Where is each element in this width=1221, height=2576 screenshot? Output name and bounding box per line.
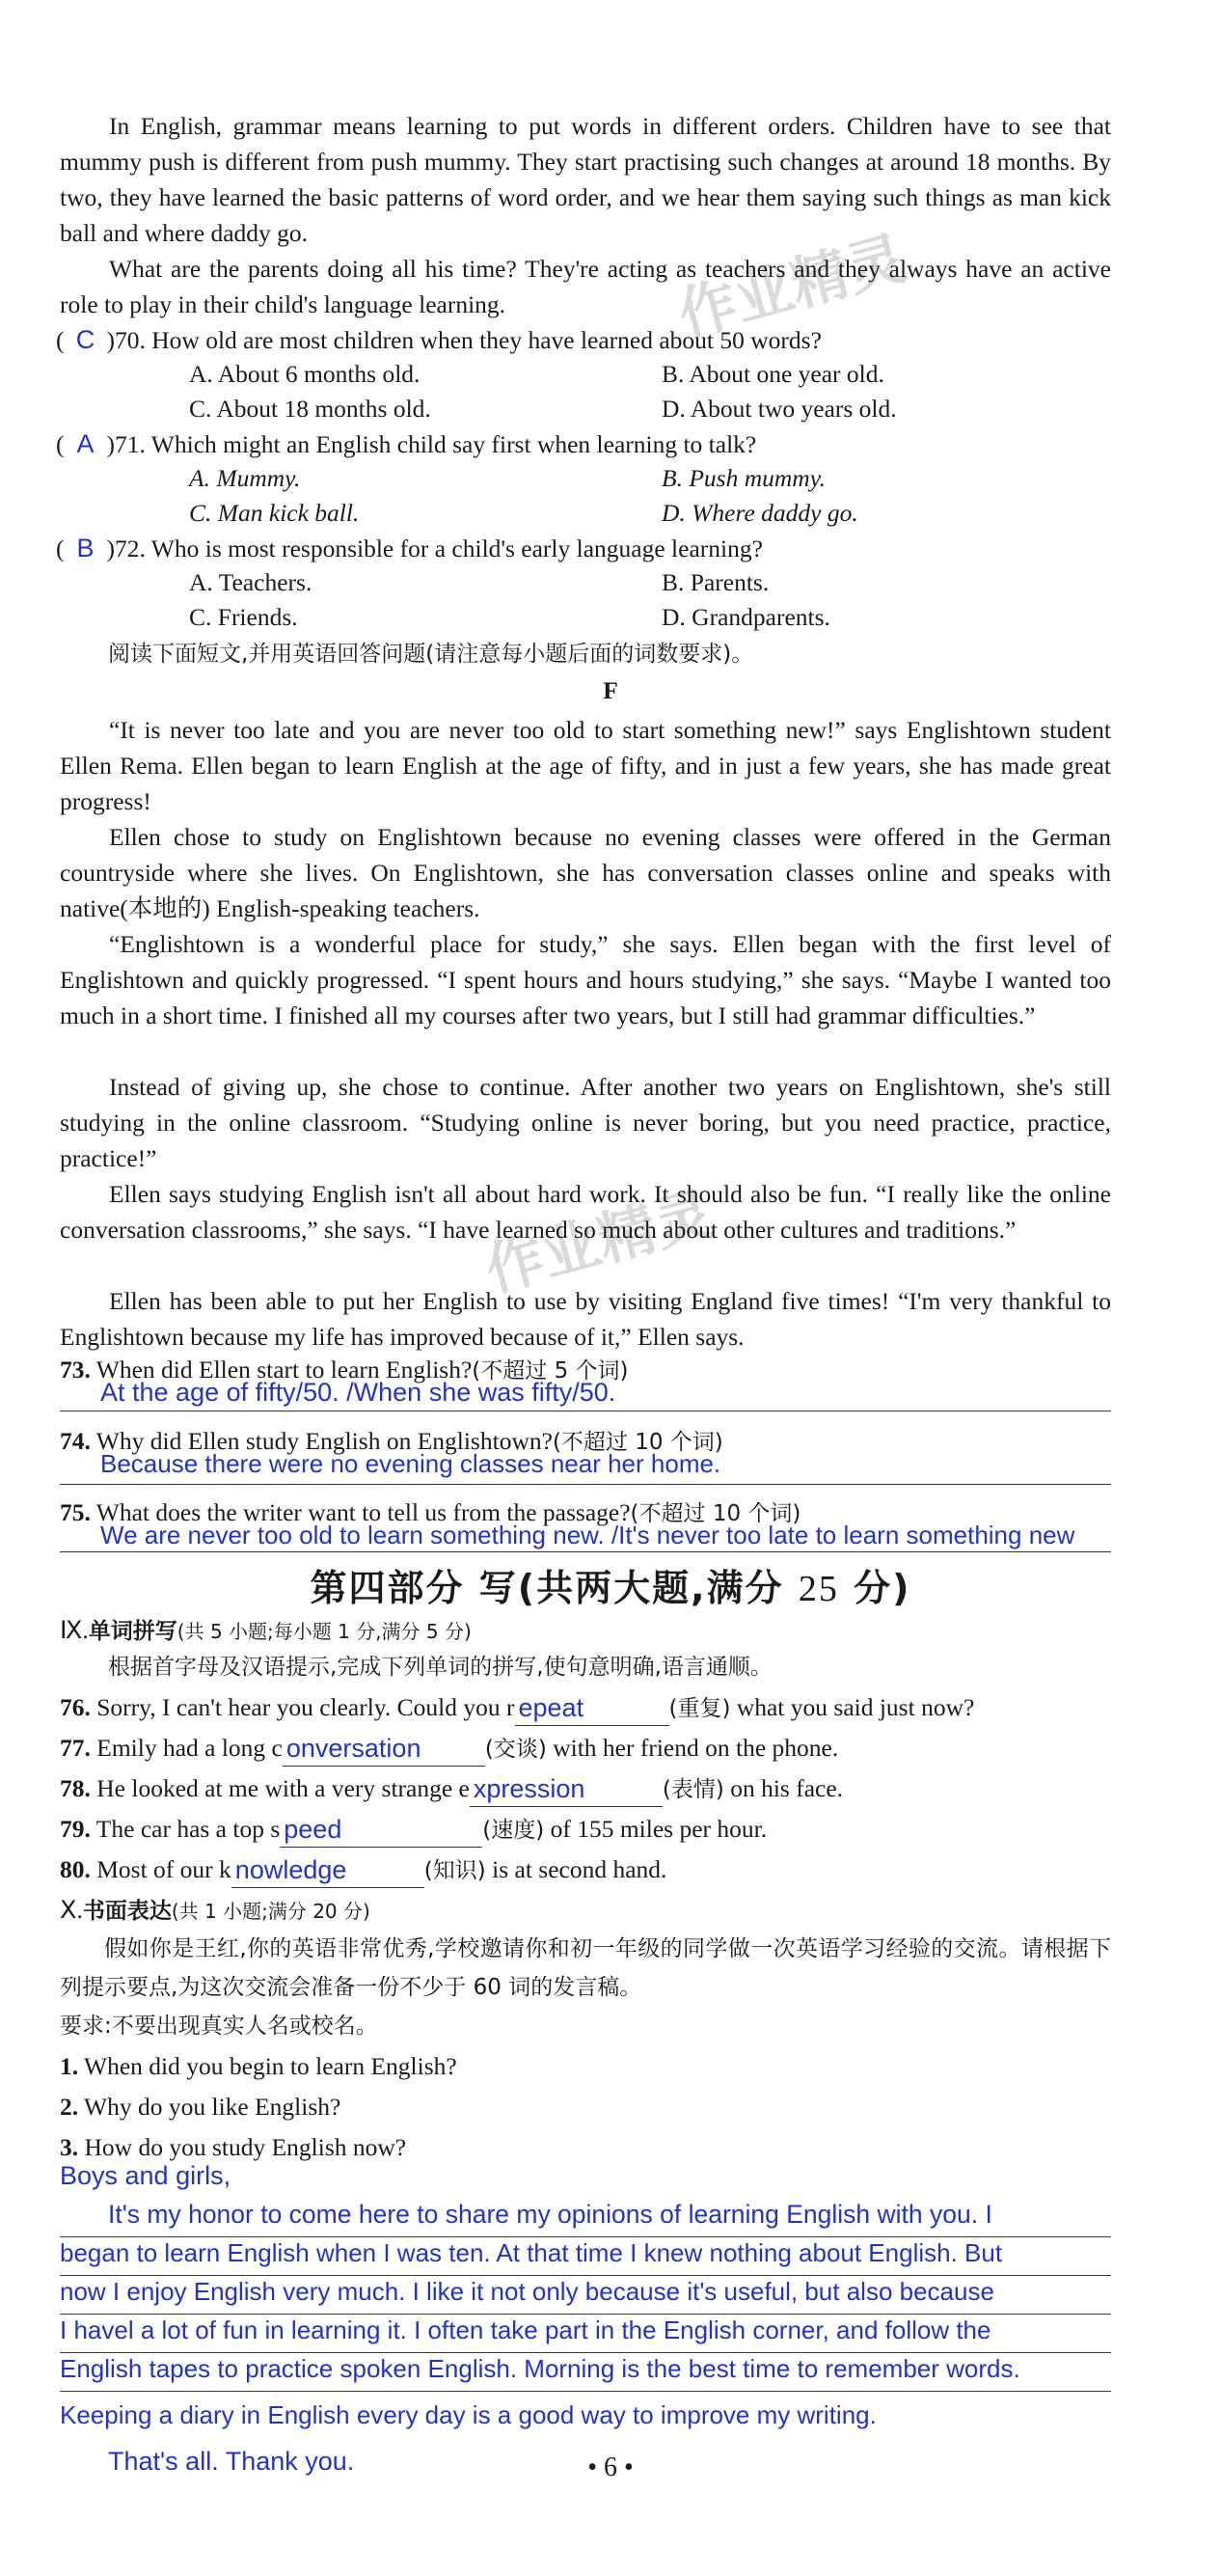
question-72: ( B )72. Who is most responsible for a child's early language learning? bbox=[56, 531, 763, 566]
essay-rule-4 bbox=[60, 2352, 1111, 2353]
essay-rule-2 bbox=[60, 2275, 1111, 2276]
item-text-after: is at second hand. bbox=[492, 1855, 667, 1883]
word-limit: (不超过 5 个词) bbox=[472, 1358, 629, 1384]
writing-point-1 bbox=[60, 2049, 457, 2084]
item-number: 80. bbox=[60, 1855, 91, 1883]
item-text-after: of 155 miles per hour. bbox=[550, 1815, 768, 1843]
option-71-d: D. Where daddy go. bbox=[662, 499, 858, 527]
part-four-title bbox=[0, 1558, 1221, 1611]
section-f-heading: F bbox=[603, 676, 618, 704]
essay-closing: That's all. Thank you. bbox=[108, 2447, 355, 2476]
passage-e-paragraph-2: What are the parents doing all his time? They're acting as teachers and they always have an active role to play in their child's language learning. bbox=[60, 255, 1111, 318]
passage-f-paragraph-1: “It is never too late and you are never too old to start something new!” says Englishtown student Ellen Rema. Ellen began to learn English at the age of fifty, and in just a few years, she has made great progress! bbox=[60, 716, 1111, 815]
option-70-d: D. About two years old. bbox=[662, 395, 897, 423]
spelling-item-78 bbox=[60, 1771, 843, 1807]
part-four-title-text: 第四部分 写(共两大题,满分 bbox=[310, 1567, 784, 1609]
essay-line-2: began to learn English when I was ten. At that time I knew nothing about English. But bbox=[60, 2238, 1003, 2267]
question-number: )72. bbox=[106, 534, 146, 562]
spelling-answer-78: xpression bbox=[473, 1774, 585, 1803]
essay-line-4: I havel a lot of fun in learning it. I often take part in the English corner, and follow the bbox=[60, 2316, 991, 2344]
item-hint: (重复) bbox=[668, 1696, 731, 1721]
word-limit: (不超过 10 个词) bbox=[630, 1501, 801, 1526]
section-title: 单词拼写 bbox=[88, 1619, 177, 1644]
point-text: When did you begin to learn English? bbox=[84, 2052, 457, 2080]
question-text: Which might an English child say first when learning to talk? bbox=[150, 430, 757, 458]
essay-rule-5 bbox=[60, 2391, 1111, 2392]
section-ix-heading bbox=[60, 1613, 472, 1649]
answer-line-74 bbox=[60, 1484, 1111, 1485]
spelling-item-77 bbox=[60, 1731, 838, 1767]
watermark-top: 作业精灵 bbox=[671, 224, 913, 350]
item-hint: (知识) bbox=[423, 1858, 486, 1883]
item-text-before: He looked at me with a very strange e bbox=[96, 1774, 470, 1802]
item-hint: (表情) bbox=[662, 1777, 724, 1802]
option-72-b: B. Parents. bbox=[662, 568, 770, 596]
section-note: (共 5 小题;每小题 1 分,满分 5 分) bbox=[176, 1620, 472, 1643]
question-number: )70. bbox=[106, 326, 146, 354]
point-number: 3. bbox=[60, 2133, 79, 2161]
question-number: 74. bbox=[60, 1427, 91, 1455]
page-number: • 6 • bbox=[587, 2453, 634, 2482]
passage-f-paragraph-6: Ellen has been able to put her English to use by visiting England five times! “I'm very thankful to Englishtown because my life has improved because of it,” Ellen says. bbox=[60, 1287, 1111, 1351]
passage-f-paragraph-4: Instead of giving up, she chose to continue. After another two years on Englishtown, she's still studying in the online classroom. “Studying online is never boring, but you need practice, practice, practice!” bbox=[60, 1073, 1111, 1172]
part-four-title-suffix: 分) bbox=[854, 1567, 911, 1609]
item-number: 78. bbox=[60, 1774, 91, 1802]
item-number: 76. bbox=[60, 1693, 91, 1721]
item-text-after: what you said just now? bbox=[736, 1693, 975, 1721]
item-hint: (交谈) bbox=[484, 1737, 547, 1762]
question-text: How old are most children when they have learned about 50 words? bbox=[151, 326, 822, 354]
section-number: Ⅸ. bbox=[60, 1616, 89, 1644]
option-72-a: A. Teachers. bbox=[189, 568, 312, 596]
question-number: 75. bbox=[60, 1498, 91, 1526]
writing-point-3 bbox=[60, 2130, 406, 2165]
option-72-d: D. Grandparents. bbox=[662, 603, 830, 631]
option-71-a: A. Mummy. bbox=[189, 464, 301, 492]
section-note: (共 1 小题;满分 20 分) bbox=[171, 1900, 370, 1923]
point-text: Why do you like English? bbox=[84, 2093, 341, 2121]
item-text-after: on his face. bbox=[730, 1774, 844, 1802]
section-x-heading bbox=[60, 1893, 370, 1929]
question-text: When did Ellen start to learn English? bbox=[95, 1356, 473, 1384]
item-number: 77. bbox=[60, 1734, 91, 1762]
essay-line-5: English tapes to practice spoken English. Morning is the best time to remember words. bbox=[60, 2354, 1020, 2383]
part-four-score: 25 bbox=[798, 1569, 839, 1609]
item-text-before: Most of our k bbox=[96, 1855, 231, 1883]
spelling-item-76 bbox=[60, 1690, 974, 1726]
section-ix-instruction: 根据首字母及汉语提示,完成下列单词的拼写,使句意明确,语言通顺。 bbox=[108, 1655, 773, 1680]
point-number: 1. bbox=[60, 2052, 79, 2080]
writing-requirement: 要求:不要出现真实人名或校名。 bbox=[60, 2014, 378, 2039]
item-hint: (速度) bbox=[482, 1818, 545, 1843]
question-70: ( C )70. How old are most children when they have learned about 50 words? bbox=[56, 322, 822, 358]
section-title: 书面表达 bbox=[82, 1899, 172, 1924]
essay-line-1: It's my honor to come here to share my opinions of learning English with you. I bbox=[108, 2200, 992, 2229]
word-limit: (不超过 10 个词) bbox=[552, 1430, 723, 1455]
watermark-middle: 作业精灵 bbox=[478, 1179, 720, 1305]
spelling-answer-77: onversation bbox=[285, 1734, 421, 1763]
essay-greeting: Boys and girls, bbox=[60, 2161, 231, 2190]
spelling-item-79 bbox=[60, 1812, 767, 1848]
passage-f-paragraph-2: Ellen chose to study on Englishtown because no evening classes were offered in the German countryside where she lives. On Englishtown, she has conversation classes online and speaks with native(本地的) English-speaking teachers. bbox=[60, 823, 1111, 922]
answer-74: Because there were no evening classes near her home. bbox=[100, 1449, 721, 1478]
essay-rule-3 bbox=[60, 2314, 1111, 2315]
writing-point-2 bbox=[60, 2090, 340, 2124]
answer-72: B bbox=[76, 534, 95, 562]
essay-line-3: now I enjoy English very much. I like it not only because it's useful, but also because bbox=[60, 2277, 994, 2306]
essay-rule-1 bbox=[60, 2236, 1111, 2237]
answer-75: We are never too old to learn something new. /It's never too late to learn something new bbox=[100, 1521, 1075, 1549]
spelling-blank-77[interactable] bbox=[283, 1734, 485, 1767]
answer-71: A bbox=[76, 429, 95, 458]
option-70-c: C. About 18 months old. bbox=[189, 395, 431, 423]
option-71-c: C. Man kick ball. bbox=[189, 499, 360, 527]
passage-f-paragraph-5: Ellen says studying English isn't all about hard work. It should also be fun. “I really like the online conversation classrooms,” she says. “I have learned so much about other cultures and traditions.” bbox=[60, 1180, 1111, 1244]
item-text-after: with her friend on the phone. bbox=[553, 1734, 839, 1762]
point-text: How do you study English now? bbox=[84, 2133, 407, 2161]
item-text-before: Emily had a long c bbox=[96, 1734, 283, 1762]
question-number: )71. bbox=[106, 430, 146, 458]
question-text: What does the writer want to tell us from the passage? bbox=[95, 1498, 631, 1526]
essay-line-6: Keeping a diary in English every day is a good way to improve my writing. bbox=[60, 2400, 877, 2429]
option-70-b: B. About one year old. bbox=[662, 360, 884, 388]
spelling-answer-79: peed bbox=[284, 1815, 342, 1844]
spelling-answer-76: epeat bbox=[518, 1693, 584, 1722]
passage-f-paragraph-3: “Englishtown is a wonderful place for study,” she says. Ellen began with the first level of Englishtown and quickly progressed. “I spent hours and hours studying,” she says. “Maybe I wanted too much in a short time. I finished all my courses after two years, but I still had grammar difficulties.” bbox=[60, 930, 1111, 1029]
question-text: Who is most responsible for a child's early language learning? bbox=[150, 534, 763, 562]
option-72-c: C. Friends. bbox=[189, 603, 298, 631]
spelling-blank-79[interactable] bbox=[280, 1815, 482, 1848]
answer-70: C bbox=[75, 325, 95, 354]
passage-e-paragraph-1: In English, grammar means learning to put words in different orders. Children have to see that mummy push is different from push mummy. They start practising such changes at around 18 months. By two, they have learned the basic patterns of word order, and we hear them saying such things as man kick ball and where daddy go. bbox=[60, 112, 1111, 247]
question-71: ( A )71. Which might an English child say first when learning to talk? bbox=[56, 426, 756, 462]
spelling-blank-76[interactable] bbox=[515, 1693, 669, 1726]
question-number: 73. bbox=[60, 1356, 91, 1384]
option-70-a: A. About 6 months old. bbox=[189, 360, 421, 388]
point-number: 2. bbox=[60, 2093, 79, 2121]
option-71-b: B. Push mummy. bbox=[662, 464, 826, 492]
spelling-answer-80: nowledge bbox=[234, 1855, 347, 1884]
answer-line-75 bbox=[60, 1551, 1111, 1552]
item-number: 79. bbox=[60, 1815, 91, 1843]
item-text-before: The car has a top s bbox=[95, 1815, 281, 1843]
spelling-blank-80[interactable] bbox=[231, 1855, 424, 1888]
answer-73: At the age of fifty/50. /When she was fifty/50. bbox=[100, 1378, 616, 1407]
question-text: Why did Ellen study English on Englishtown? bbox=[95, 1427, 553, 1455]
spelling-blank-78[interactable] bbox=[470, 1774, 663, 1807]
writing-prompt: 假如你是王红,你的英语非常优秀,学校邀请你和初一年级的同学做一次英语学习经验的交流。请根据下列提示要点,为这次交流会准备一份不少于 60 词的发言稿。 bbox=[60, 1936, 1111, 2000]
section-number: Ⅹ. bbox=[60, 1896, 83, 1924]
section-f-instruction: 阅读下面短文,并用英语回答问题(请注意每小题后面的词数要求)。 bbox=[108, 642, 754, 667]
item-text-before: Sorry, I can't hear you clearly. Could you r bbox=[96, 1693, 515, 1721]
spelling-item-80 bbox=[60, 1852, 666, 1888]
